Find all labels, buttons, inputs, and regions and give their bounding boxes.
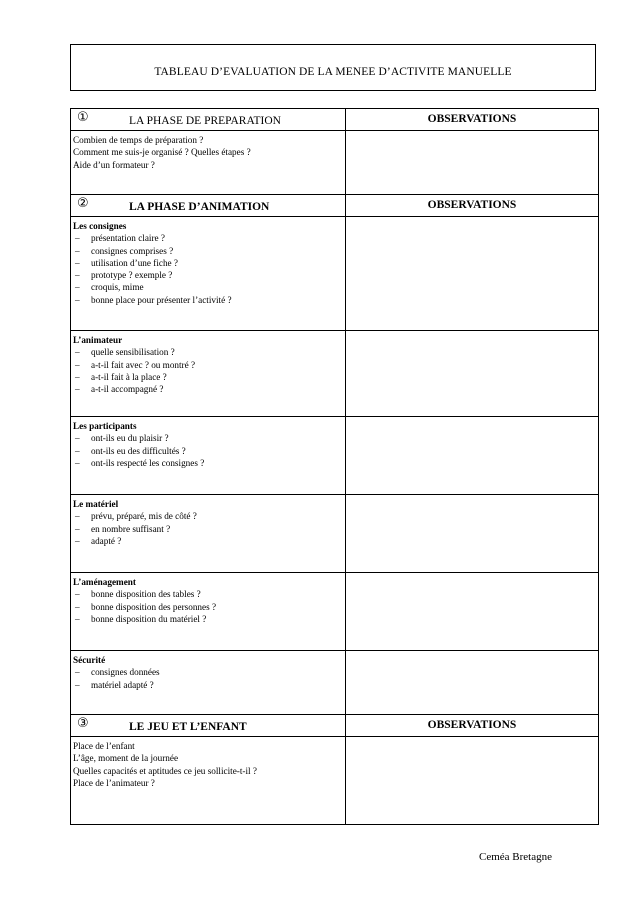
- section-header-cell: [71, 109, 346, 131]
- criteria-cell: [71, 417, 346, 495]
- criteria-bullet: – ont-ils respecté les consignes ?: [73, 457, 343, 469]
- criteria-bullet: – bonne disposition des personnes ?: [73, 601, 343, 613]
- footer-organization: Ceméa Bretagne: [479, 851, 552, 863]
- criteria-heading: L’animateur: [73, 335, 123, 345]
- criteria-bullet: – utilisation d’une fiche ?: [73, 257, 343, 269]
- criteria-bullet: – ont-ils eu du plaisir ?: [73, 432, 343, 444]
- criteria-bullet: – quelle sensibilisation ?: [73, 346, 343, 358]
- section-header-row: [71, 195, 599, 217]
- observations-field[interactable]: [346, 737, 599, 825]
- criteria-bullet: – consignes comprises ?: [73, 245, 343, 257]
- criteria-row: [71, 651, 599, 715]
- criteria-heading: Sécurité: [73, 655, 106, 665]
- criteria-bullet: – consignes données: [73, 666, 343, 678]
- criteria-row: [71, 217, 599, 331]
- criteria-heading: L’aménagement: [73, 577, 136, 587]
- criteria-bullet: – a-t-il fait avec ? ou montré ?: [73, 359, 343, 371]
- criteria-bullet: – présentation claire ?: [73, 232, 343, 244]
- criteria-bullet: – matériel adapté ?: [73, 679, 343, 691]
- criteria-heading: Les participants: [73, 421, 137, 431]
- criteria-bullet: – ont-ils eu des difficultés ?: [73, 445, 343, 457]
- section-header-cell: [71, 715, 346, 737]
- criteria-bullet: – a-t-il fait à la place ?: [73, 371, 343, 383]
- section-header-row: [71, 109, 599, 131]
- criteria-row: [71, 331, 599, 417]
- criteria-cell: [71, 495, 346, 573]
- observations-header: OBSERVATIONS: [346, 195, 599, 217]
- criteria-question: Comment me suis-je organisé ? Quelles étapes ?: [73, 147, 251, 158]
- observations-header: OBSERVATIONS: [346, 715, 599, 737]
- evaluation-table: [70, 108, 599, 825]
- criteria-question: L’âge, moment de la journée: [73, 753, 179, 764]
- observations-field[interactable]: [346, 651, 599, 715]
- criteria-question: Place de l’animateur ?: [73, 777, 155, 788]
- criteria-question: Aide d’un formateur ?: [73, 159, 155, 170]
- criteria-cell: [71, 573, 346, 651]
- criteria-bullet: – bonne disposition des tables ?: [73, 588, 343, 600]
- section-title: LE JEU ET L’ENFANT: [129, 721, 247, 733]
- document-title: TABLEAU D’EVALUATION DE LA MENEE D’ACTIVITE MANUELLE: [154, 66, 512, 78]
- observations-field[interactable]: [346, 131, 599, 195]
- observations-field[interactable]: [346, 217, 599, 331]
- criteria-row: [71, 737, 599, 825]
- criteria-question: Combien de temps de préparation ?: [73, 135, 204, 145]
- criteria-bullet: – prévu, préparé, mis de côté ?: [73, 510, 343, 522]
- criteria-bullet: – a-t-il accompagné ?: [73, 383, 343, 395]
- observations-header: OBSERVATIONS: [346, 109, 599, 131]
- criteria-bullet: – prototype ? exemple ?: [73, 269, 343, 281]
- section-number: ③: [77, 716, 89, 731]
- criteria-row: [71, 417, 599, 495]
- criteria-cell: [71, 651, 346, 715]
- document-title-box: [70, 44, 596, 91]
- section-number: ②: [77, 196, 89, 211]
- criteria-bullet: – adapté ?: [73, 535, 343, 547]
- criteria-row: [71, 573, 599, 651]
- criteria-heading: Le matériel: [73, 499, 119, 509]
- criteria-row: [71, 495, 599, 573]
- section-title: LA PHASE DE PREPARATION: [129, 115, 281, 127]
- observations-field[interactable]: [346, 495, 599, 573]
- criteria-heading: Les consignes: [73, 221, 127, 231]
- criteria-cell: [71, 737, 346, 825]
- observations-field[interactable]: [346, 331, 599, 417]
- criteria-cell: [71, 217, 346, 331]
- criteria-bullet: – bonne disposition du matériel ?: [73, 613, 343, 625]
- criteria-cell: [71, 331, 346, 417]
- section-header-row: [71, 715, 599, 737]
- observations-field[interactable]: [346, 417, 599, 495]
- section-number: ①: [77, 110, 89, 125]
- criteria-bullet: – en nombre suffisant ?: [73, 523, 343, 535]
- criteria-row: [71, 131, 599, 195]
- criteria-bullet: – bonne place pour présenter l’activité ?: [73, 294, 343, 306]
- section-header-cell: [71, 195, 346, 217]
- section-title: LA PHASE D’ANIMATION: [129, 201, 270, 213]
- criteria-question: Place de l’enfant: [73, 741, 135, 751]
- criteria-cell: [71, 131, 346, 195]
- observations-field[interactable]: [346, 573, 599, 651]
- criteria-question: Quelles capacités et aptitudes ce jeu sollicite-t-il ?: [73, 765, 257, 776]
- criteria-bullet: – croquis, mime: [73, 281, 343, 293]
